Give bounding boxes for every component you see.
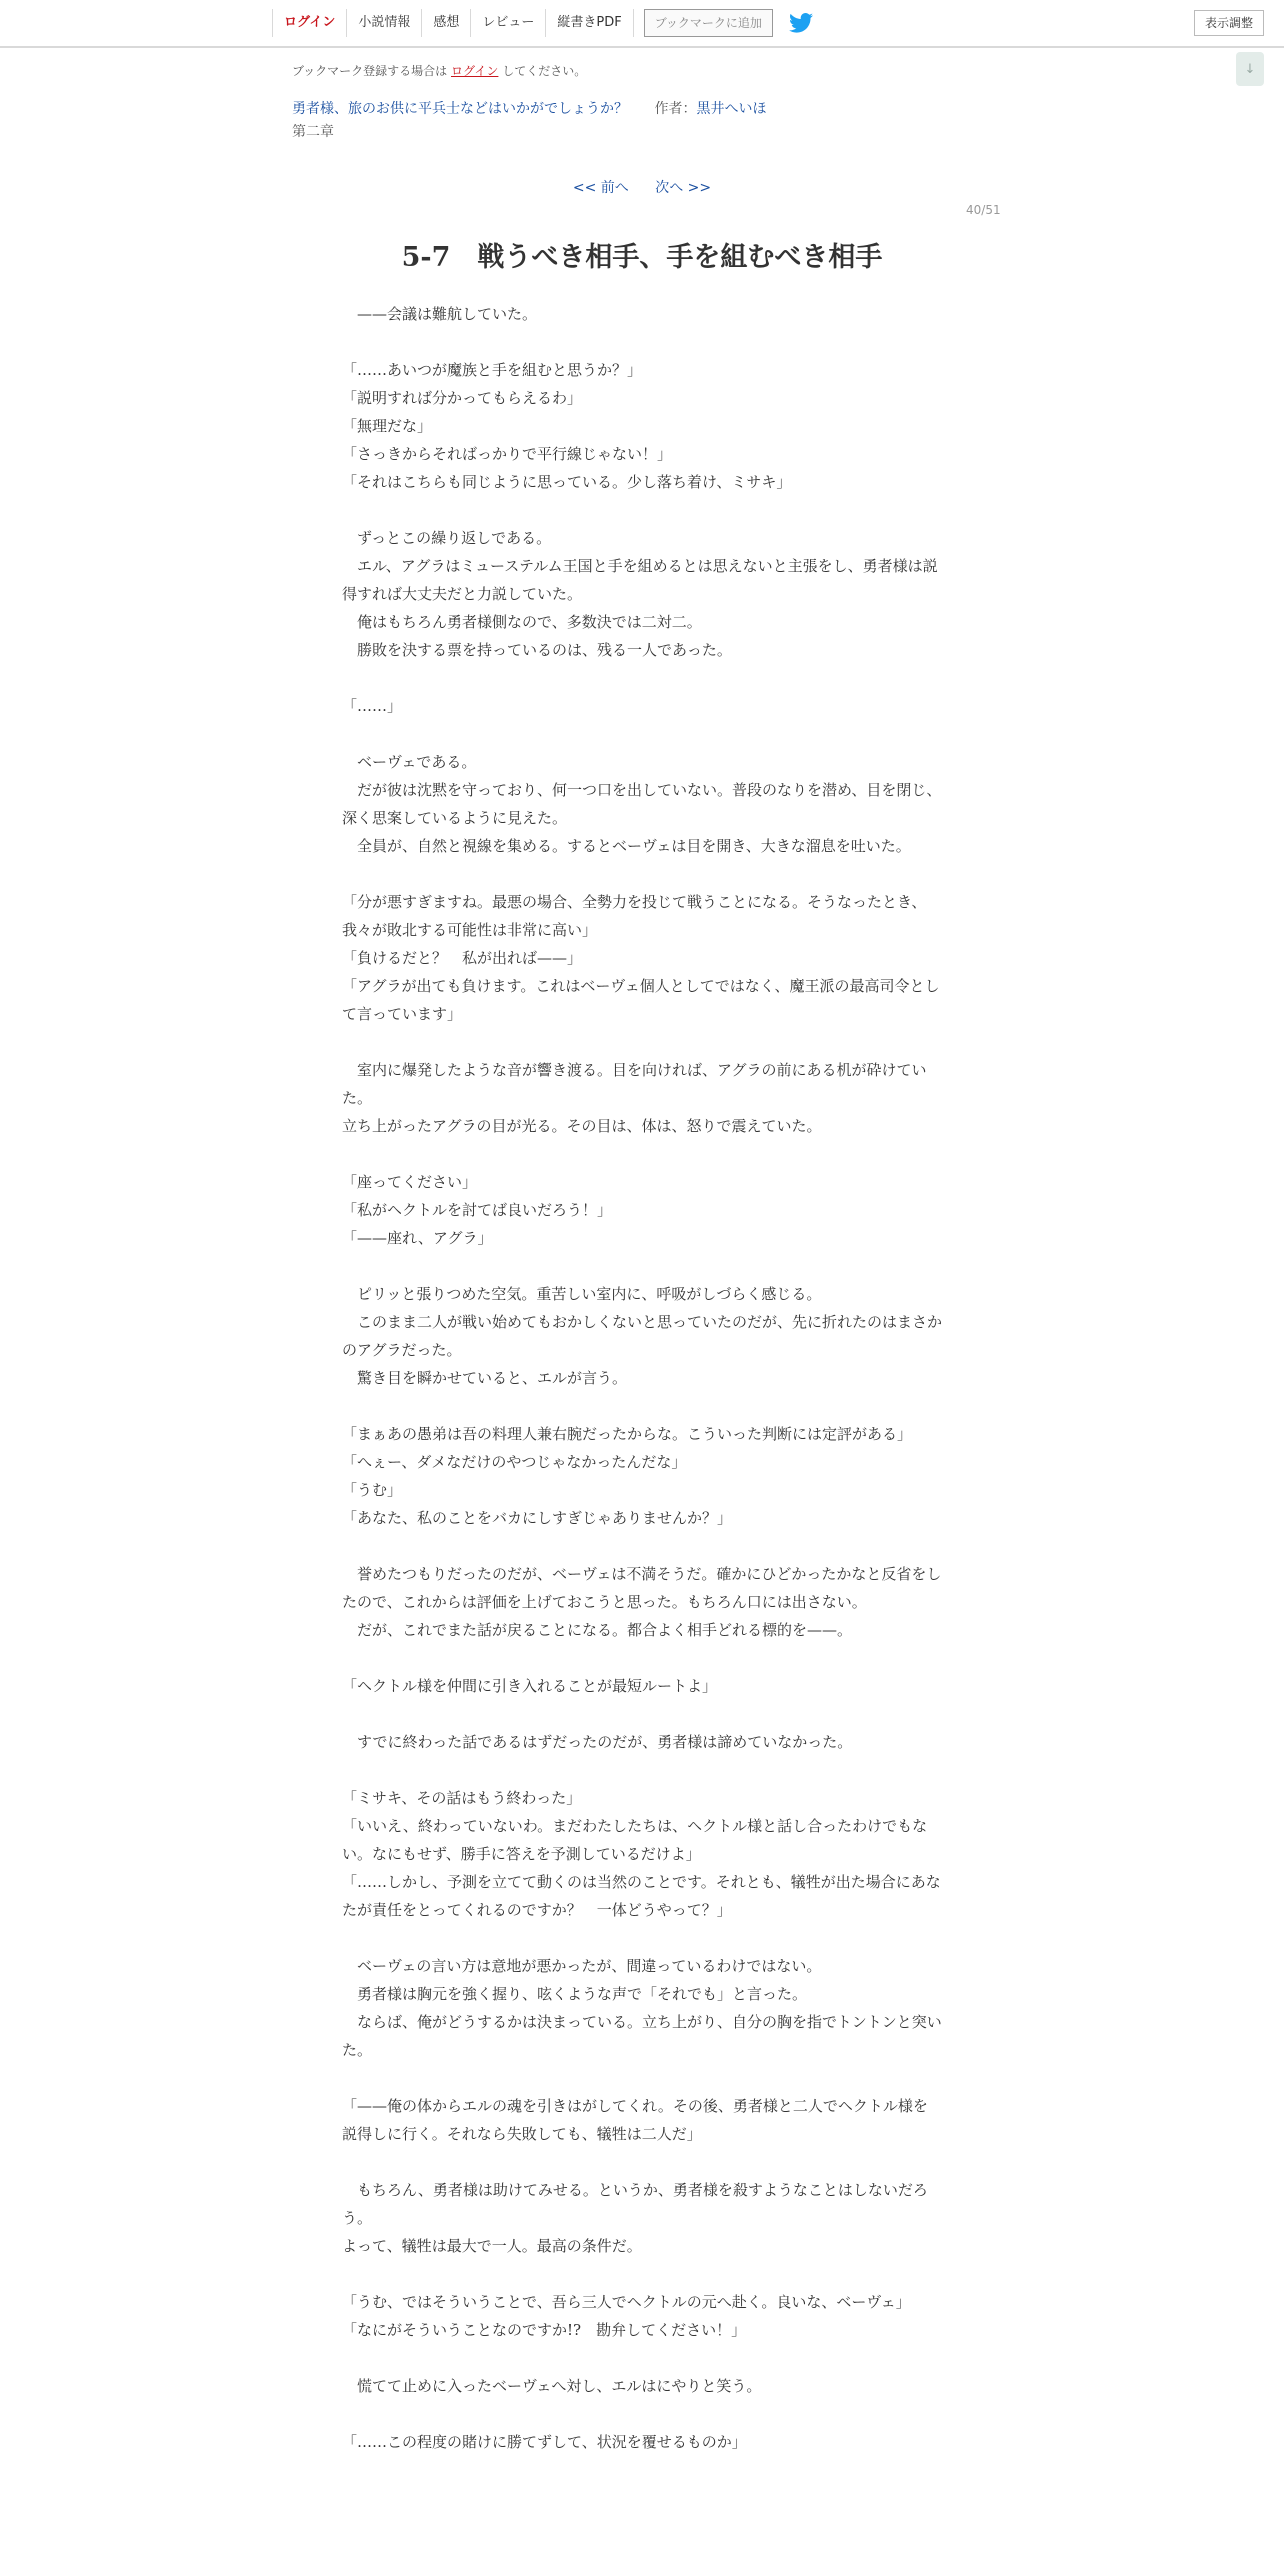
body-paragraph: だが彼は沈黙を守っており、何一つ口を出していない。普段のなりを潜め、目を閉じ、深く思案しているように見えた。: [342, 781, 942, 827]
impressions-link[interactable]: 感想: [421, 9, 470, 37]
twitter-share-button[interactable]: [789, 12, 815, 34]
body-paragraph: 「ヘクトル様を仲間に引き入れることが最短ルートよ」: [342, 1677, 718, 1695]
notice-login-link[interactable]: ログイン: [451, 64, 499, 78]
novel-body: [342, 300, 942, 2456]
body-paragraph: [342, 1924, 942, 1952]
body-paragraph: 「分が悪すぎますね。最悪の場合、全勢力を投じて戦うことになる。そうなったとき、我々が敗北する可能性は非常に高い」: [342, 893, 927, 939]
body-paragraph: 「ミサキ、その話はもう終わった」: [342, 1789, 582, 1807]
body-paragraph: 「いいえ、終わっていないわ。まだわたしたちは、ヘクトル様と話し合ったわけでもない。なにもせず、勝手に答えを予測しているだけよ」: [342, 1817, 928, 1863]
body-paragraph: 室内に爆発したような音が響き渡る。目を向ければ、アグラの前にある机が砕けていた。: [342, 1061, 927, 1107]
body-paragraph: 慌てて止めに入ったベーヴェへ対し、エルはにやりと笑う。: [342, 2377, 762, 2395]
body-paragraph: 立ち上がったアグラの目が光る。その目は、体は、怒りで震えていた。: [342, 1117, 822, 1135]
author-link[interactable]: 黒井へいほ: [696, 101, 767, 117]
body-paragraph: [342, 2400, 942, 2428]
body-paragraph: すでに終わった話であるはずだったのだが、勇者様は諦めていなかった。: [342, 1733, 853, 1751]
body-paragraph: ピリッと張りつめた空気。重苦しい室内に、呼吸がしづらく感じる。: [342, 1285, 822, 1303]
body-paragraph: [342, 1756, 942, 1784]
prev-episode-link[interactable]: << 前へ: [572, 180, 629, 196]
body-paragraph: もちろん、勇者様は助けてみせる。というか、勇者様を殺すようなことはしないだろう。: [342, 2181, 928, 2227]
body-paragraph: [342, 1532, 942, 1560]
body-paragraph: [342, 664, 942, 692]
top-navigation-bar: [0, 0, 1284, 48]
body-paragraph: [342, 2344, 942, 2372]
twitter-bird-icon: [789, 13, 813, 33]
body-paragraph: ずっとこの繰り返しである。: [342, 529, 552, 547]
body-paragraph: 「無理だな」: [342, 417, 433, 435]
body-paragraph: [342, 1028, 942, 1056]
body-paragraph: [342, 1392, 942, 1420]
body-paragraph: 「……あいつが魔族と手を組むと思うか？」: [342, 361, 643, 379]
body-paragraph: [342, 2148, 942, 2176]
body-paragraph: 「座ってください」: [342, 1173, 478, 1191]
body-paragraph: 勇者様は胸元を強く握り、呟くような声で「それでも」と言った。: [342, 1985, 808, 2003]
episode-count: 40/51: [966, 203, 1001, 217]
episode-title: 5-7 戦うべき相手、手を組むべき相手: [401, 242, 883, 273]
vertical-pdf-link[interactable]: 縦書きPDF: [545, 9, 633, 37]
login-link[interactable]: ログイン: [272, 9, 346, 37]
bookmark-notice: [292, 62, 586, 79]
body-paragraph: ——会議は難航していた。: [342, 305, 538, 323]
body-paragraph: ベーヴェの言い方は意地が悪かったが、間違っているわけではない。: [342, 1957, 822, 1975]
novel-title-link[interactable]: 勇者様、旅のお供に平兵士などはいかがでしょうか？: [292, 101, 628, 117]
body-paragraph: このまま二人が戦い始めてもおかしくないと思っていたのだが、先に折れたのはまさかのアグラだった。: [342, 1313, 943, 1359]
body-paragraph: 「なにがそういうことなのですか!? 勘弁してください！」: [342, 2321, 747, 2339]
body-paragraph: だが、これでまた話が戻ることになる。都合よく相手どれる標的を——。: [342, 1621, 853, 1639]
novel-header: [292, 98, 766, 118]
body-paragraph: 「アグラが出ても負けます。これはベーヴェ個人としてではなく、魔王派の最高司令として言っています」: [342, 977, 940, 1023]
body-paragraph: 「さっきからそればっかりで平行線じゃない！」: [342, 445, 673, 463]
body-paragraph: [342, 860, 942, 888]
body-paragraph: 「まぁあの愚弟は吾の料理人兼右腕だったからな。こういった判断には定評がある」: [342, 1425, 913, 1443]
next-episode-link[interactable]: 次へ >>: [655, 180, 712, 196]
author-label: 作者：: [654, 101, 697, 117]
body-paragraph: 「それはこちらも同じように思っている。少し落ち着け、ミサキ」: [342, 473, 792, 491]
chapter-title: 第二章: [292, 124, 334, 140]
body-paragraph: 「説明すれば分かってもらえるわ」: [342, 389, 583, 407]
body-paragraph: 「うむ」: [342, 1481, 403, 1499]
body-paragraph: 「——俺の体からエルの魂を引きはがしてくれ。その後、勇者様と二人でヘクトル様を説得しに行く。それなら失敗しても、犠牲は二人だ」: [342, 2097, 928, 2143]
notice-suffix: してください。: [502, 64, 587, 78]
display-settings-button[interactable]: 表示調整: [1194, 10, 1264, 36]
body-paragraph: [342, 1140, 942, 1168]
body-paragraph: 俺はもちろん勇者様側なので、多数決では二対二。: [342, 613, 702, 631]
body-paragraph: 「負けるだと？ 私が出れば——」: [342, 949, 583, 967]
body-paragraph: ベーヴェである。: [342, 753, 477, 771]
body-paragraph: [342, 2064, 942, 2092]
body-paragraph: [342, 328, 942, 356]
add-bookmark-button[interactable]: ブックマークに追加: [644, 9, 773, 37]
scroll-down-button[interactable]: [1236, 52, 1264, 86]
body-paragraph: エル、アグラはミューステルム王国と手を組めるとは思えないと主張をし、勇者様は説得すれば大丈夫だと力説していた。: [342, 557, 938, 603]
body-paragraph: [342, 1700, 942, 1728]
body-paragraph: 誉めたつもりだったのだが、ベーヴェは不満そうだ。確かにひどかったかなと反省をしたので、これからは評価を上げておこうと思った。もちろん口には出さない。: [342, 1565, 942, 1611]
novel-info-link[interactable]: 小説情報: [346, 9, 421, 37]
body-paragraph: 「……しかし、予測を立てて動くのは当然のことです。それとも、犠牲が出た場合にあなたが責任をとってくれるのですか？ 一体どうやって？」: [342, 1873, 941, 1919]
main-nav: [272, 0, 815, 46]
body-paragraph: [342, 1252, 942, 1280]
body-paragraph: 「うむ、ではそういうことで、吾ら三人でヘクトルの元へ赴く。良いな、ベーヴェ」: [342, 2293, 911, 2311]
body-paragraph: 「私がヘクトルを討てば良いだろう！」: [342, 1201, 613, 1219]
body-paragraph: 勝敗を決する票を持っているのは、残る一人であった。: [342, 641, 732, 659]
episode-pager: [0, 177, 1284, 197]
body-paragraph: [342, 720, 942, 748]
body-paragraph: [342, 1644, 942, 1672]
body-paragraph: 「……この程度の賭けに勝てずして、状況を覆せるものか」: [342, 2433, 747, 2451]
body-paragraph: 全員が、自然と視線を集める。するとベーヴェは目を開き、大きな溜息を吐いた。: [342, 837, 911, 855]
body-paragraph: ならば、俺がどうするかは決まっている。立ち上がり、自分の胸を指でトントンと突いた。: [342, 2013, 942, 2059]
body-paragraph: 「……」: [342, 697, 403, 715]
body-paragraph: [342, 496, 942, 524]
body-paragraph: 「——座れ、アグラ」: [342, 1229, 493, 1247]
review-link[interactable]: レビュー: [470, 9, 545, 37]
body-paragraph: [342, 2260, 942, 2288]
body-paragraph: 「へぇー、ダメなだけのやつじゃなかったんだな」: [342, 1453, 687, 1471]
body-paragraph: 驚き目を瞬かせていると、エルが言う。: [342, 1369, 628, 1387]
arrow-down-icon: ↓: [1244, 61, 1256, 77]
notice-prefix: ブックマーク登録する場合は: [292, 64, 448, 78]
body-paragraph: よって、犠牲は最大で一人。最高の条件だ。: [342, 2237, 642, 2255]
body-paragraph: 「あなた、私のことをバカにしすぎじゃありませんか？」: [342, 1509, 733, 1527]
